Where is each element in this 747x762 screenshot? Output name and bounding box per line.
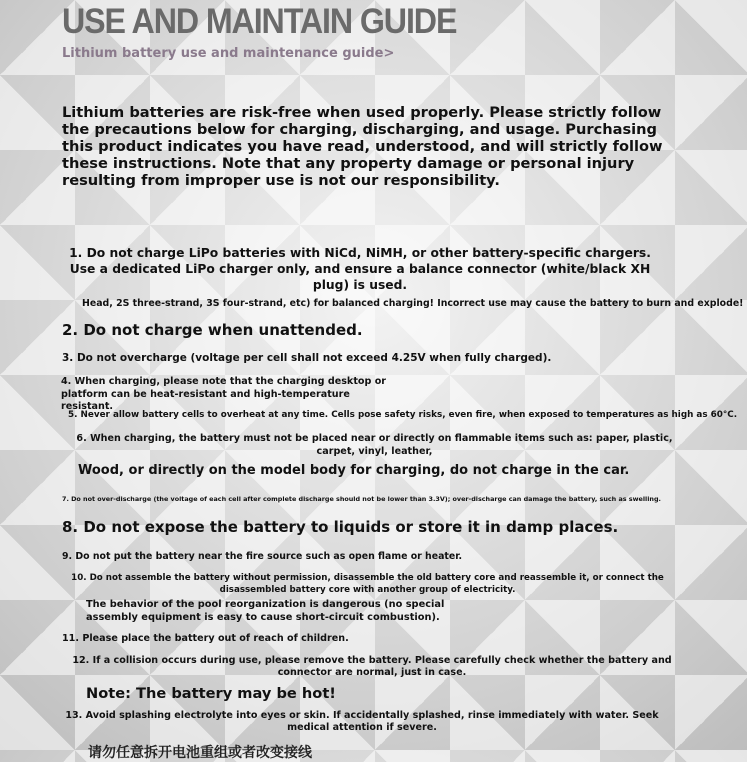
item-6: 6. When charging, the battery must not be placed near or directly on flammable items such as: paper, plastic, carpet, vinyl, leather, bbox=[76, 433, 673, 457]
page-title: USE AND MAINTAIN GUIDE bbox=[62, 2, 457, 41]
item-3: 3. Do not overcharge (voltage per cell shall not exceed 4.25V when fully charged). bbox=[62, 352, 552, 364]
item-9: 9. Do not put the battery near the fire source such as open flame or heater. bbox=[62, 551, 463, 562]
item-10-continued: The behavior of the pool reorganization is dangerous (no special assembly equipment is easy to cause short-circuit combustion). bbox=[86, 599, 445, 623]
item-7: 7. Do not over-discharge (the voltage of each cell after complete discharge should not be lower than 3.3V); over-discharge can damage the battery, such as swelling. bbox=[62, 495, 661, 503]
item-12: 12. If a collision occurs during use, please remove the battery. Please carefully check whether the battery and connector are normal, just in case. bbox=[72, 655, 672, 678]
item-10: 10. Do not assemble the battery without permission, disassemble the old battery core and reassemble it, or connect the disassembled battery core with another group of electricity. bbox=[71, 573, 664, 595]
item-2: 2. Do not charge when unattended. bbox=[62, 321, 363, 339]
cutoff-text: 请勿任意拆开电池重组或者改变接线 bbox=[88, 745, 312, 761]
item-6-continued: Wood, or directly on the model body for charging, do not charge in the car. bbox=[78, 463, 630, 478]
item-5: 5. Never allow battery cells to overheat at any time. Cells pose safety risks, even fire, when exposed to temperatures as high as 60°C. bbox=[68, 410, 738, 420]
intro-paragraph: Lithium batteries are risk-free when used properly. Please strictly follow the precautions below for charging, discharging, and usage. Purchasing this product indicates you have read, understood, and will strictly follow these instructions. Note that any property damage or personal injury resulting from improper use is not our responsibility. bbox=[62, 104, 663, 189]
item-12-note: Note: The battery may be hot! bbox=[86, 685, 336, 702]
item-13: 13. Avoid splashing electrolyte into eyes or skin. If accidentally splashed, rinse immediately with water. Seek medical attention if severe. bbox=[65, 710, 659, 733]
item-1-continued: Head, 2S three-strand, 3S four-strand, etc) for balanced charging! Incorrect use may cause the battery to burn and explode! bbox=[82, 298, 744, 309]
item-8: 8. Do not expose the battery to liquids or store it in damp places. bbox=[62, 518, 619, 536]
page-subtitle: Lithium battery use and maintenance guide> bbox=[62, 46, 395, 61]
item-11: 11. Please place the battery out of reach of children. bbox=[62, 633, 349, 644]
item-4: 4. When charging, please note that the charging desktop or platform can be heat-resistant and high-temperature resistant. bbox=[61, 376, 387, 412]
item-1: 1. Do not charge LiPo batteries with NiCd, NiMH, or other battery-specific chargers. Use a dedicated LiPo charger only, and ensure a balance connector (white/black XH plug) is used. bbox=[69, 246, 651, 292]
